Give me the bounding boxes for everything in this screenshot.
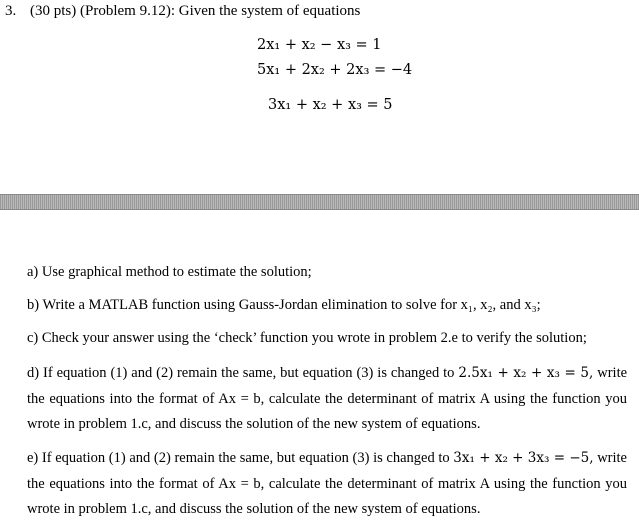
question-d-line-2: the equations into the format of Ax = b, calculate the determinant of matrix A using the function you xyxy=(27,390,627,407)
question-e-prefix: e) If equation (1) and (2) remain the same, but equation (3) is changed to xyxy=(27,450,450,466)
page-separator xyxy=(0,194,639,210)
question-a-text: a) Use graphical method to estimate the solution; xyxy=(27,264,312,280)
question-e-line-1 xyxy=(27,446,627,472)
question-b-text: b) Write a MATLAB function using Gauss-Jordan elimination to solve for x₁, x₂, and x₃; xyxy=(27,297,541,313)
question-e-equation: 3x₁ + x₂ + 3x₃ = −5, xyxy=(453,450,594,466)
question-d-line-3: wrote in problem 1.c, and discuss the solution of the new system of equations. xyxy=(27,416,481,432)
question-c-text: c) Check your answer using the ‘check’ function you wrote in problem 2.e to verify the solution; xyxy=(27,330,587,346)
question-c xyxy=(27,326,627,352)
question-e-line-2: the equations into the format of Ax = b, calculate the determinant of matrix A using the function you xyxy=(27,475,627,492)
question-d-prefix: d) If equation (1) and (2) remain the same, but equation (3) is changed to xyxy=(27,365,455,381)
question-e-line-3: wrote in problem 1.c, and discuss the solution of the new system of equations. xyxy=(27,501,481,517)
question-d-line-1 xyxy=(27,361,627,387)
problem-title: (30 pts) (Problem 9.12): Given the system of equations xyxy=(30,3,361,19)
question-e xyxy=(27,446,627,523)
question-e-suffix: write xyxy=(597,450,627,466)
question-b xyxy=(27,293,627,319)
question-a xyxy=(27,260,627,286)
question-d xyxy=(27,361,627,438)
equation-3: 3x₁ + x₂ + x₃ = 5 xyxy=(268,97,393,113)
equation-1: 2x₁ + x₂ − x₃ = 1 xyxy=(257,37,382,53)
question-d-suffix: write xyxy=(597,365,628,381)
problem-header xyxy=(5,3,360,20)
question-d-equation: 2.5x₁ + x₂ + x₃ = 5, xyxy=(458,365,594,381)
equation-2: 5x₁ + 2x₂ + 2x₃ = −4 xyxy=(257,62,413,78)
problem-number: 3. xyxy=(5,3,17,19)
